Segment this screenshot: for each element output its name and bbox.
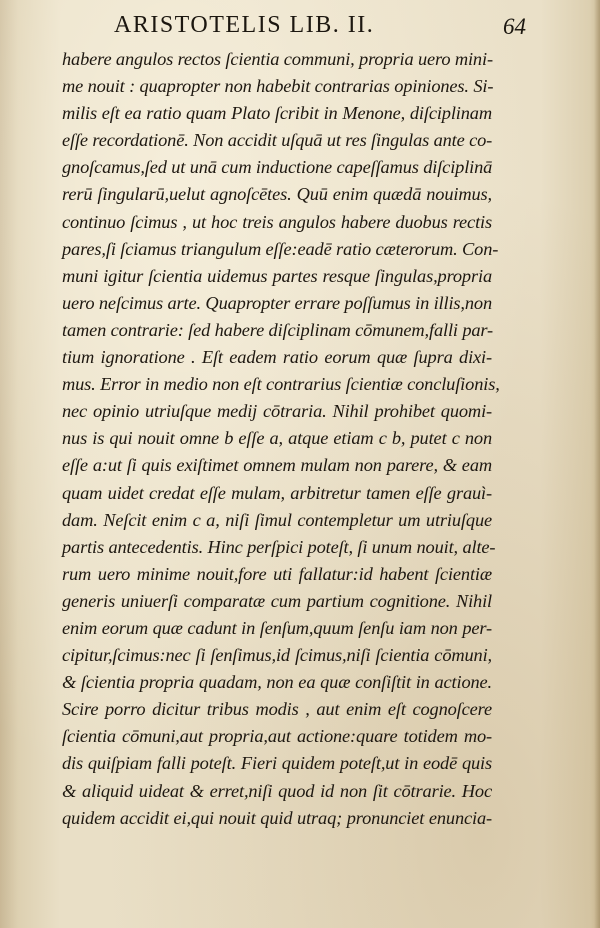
text-line: ſcientia cōmuni,aut propria,aut actione:quare totidem mo- xyxy=(62,726,492,747)
page-header xyxy=(62,12,526,42)
text-line: cipitur,ſcimus:nec ſi ſenſimus,id ſcimus,niſi ſcientia cōmuni, xyxy=(62,645,492,666)
text-line: nus is qui nouit omne b eſſe a, atque etiam c b, putet c non xyxy=(62,428,492,449)
text-line: tium ignoratione . Eſt eadem ratio eorum quæ ſupra dixi- xyxy=(62,347,492,368)
text-line: milis eſt ea ratio quam Plato ſcribit in Menone, diſciplinam xyxy=(62,103,492,124)
page-number: 64 xyxy=(503,14,526,39)
text-line: mus. Error in medio non eſt contrarius ſcientiæ concluſionis, xyxy=(62,374,500,395)
text-line: eſſe a:ut ſi quis exiſtimet omnem mulam non parere, & eam xyxy=(62,455,492,476)
text-line: dis quiſpiam falli poteſt. Fieri quidem poteſt,ut in eodē quis xyxy=(62,753,492,774)
text-line: rum uero minime nouit,fore uti fallatur:id habent ſcientiæ xyxy=(62,563,492,584)
text-line: muni igitur ſcientia uidemus partes resque ſingulas,propria xyxy=(62,265,492,286)
text-line: tamen contrarie: ſed habere diſciplinam cōmunem,falli par- xyxy=(62,319,494,340)
text-line: dam. Neſcit enim c a, niſi ſimul contempletur um utriuſque xyxy=(62,509,492,530)
text-line: pares,ſi ſciamus triangulum eſſe:eadē ratio cæterorum. Con- xyxy=(62,238,499,259)
text-line: & aliquid uideat & erret,niſi quod id non ſit cōtrarie. Hoc xyxy=(62,780,492,801)
text-line: generis uniuerſi comparatæ cum partium cognitione. Nihil xyxy=(62,590,492,611)
text-line: uero neſcimus arte. Quapropter errare poſſumus in illis,non xyxy=(62,292,492,313)
running-title: ARISTOTELIS LIB. II. xyxy=(114,12,375,38)
text-line: quam uidet credat eſſe mulam, arbitretur tamen eſſe grauì- xyxy=(62,482,492,503)
text-line: continuo ſcimus , ut hoc treis angulos habere duobus rectis xyxy=(62,211,492,232)
text-line: enim eorum quæ cadunt in ſenſum,quum ſenſu iam non per- xyxy=(62,617,492,638)
text-line: rerū ſingularū,uelut agnoſcētes. Quū enim quædā nouimus, xyxy=(62,184,492,205)
text-line: habere angulos rectos ſcientia communi, propria uero mini- xyxy=(62,49,493,69)
text-line: nec opinio utriuſque medij cōtraria. Nihil prohibet quomi- xyxy=(62,401,492,422)
body-text xyxy=(62,46,500,832)
text-line: eſſe recordationē. Non accidit uſquā ut res ſingulas ante co- xyxy=(62,130,493,151)
text-line: partis antecedentis. Hinc perſpici poteſt, ſi unum nouit, alte- xyxy=(62,536,496,557)
text-line: quidem accidit ei,qui nouit quid utraq; pronunciet enuncia- xyxy=(62,807,492,828)
text-line: & ſcientia propria quadam, non ea quæ conſiſtit in actione. xyxy=(62,672,492,693)
text-line: gnoſcamus,ſed ut unā cum inductione capeſſamus diſciplinā xyxy=(62,157,493,178)
text-line: Scire porro dicitur tribus modis , aut enim eſt cognoſcere xyxy=(62,699,492,720)
text-line: me nouit : quapropter non habebit contrarias opiniones. Si- xyxy=(62,76,494,97)
